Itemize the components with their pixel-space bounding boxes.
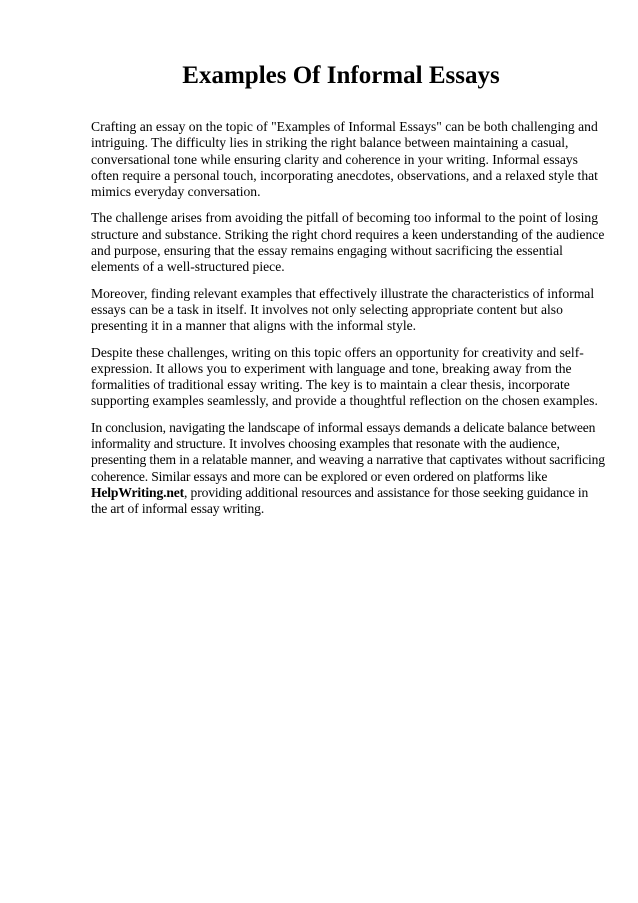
conclusion-text-after-link: , providing additional resources and assistance for those seeking guidance in the art of informal essay writing. [91, 484, 589, 517]
conclusion-text-before-link: In conclusion, navigating the landscape of informal essays demands a delicate balance between informality and structure. It involves choosing examples that resonate with the audience, presenting them in a relatable manner, and weaving a narrative that captivates without sacrificing coherence. Similar essays and more can be explored or even ordered on platforms like [91, 419, 605, 484]
paragraph-conclusion [91, 420, 606, 518]
helpwriting-link[interactable]: HelpWriting.net [91, 484, 185, 500]
paragraph-challenge: The challenge arises from avoiding the pitfall of becoming too informal to the point of losing structure and substance. Striking the right chord requires a keen understanding of the audience and purpose, ensuring that the essay remains engaging without sacrificing the essential elements of a well-structured piece. [91, 210, 605, 275]
paragraph-opportunity: Despite these challenges, writing on this topic offers an opportunity for creativity and self-expression. It allows you to experiment with language and tone, breaking away from the formalities of traditional essay writing. The key is to maintain a clear thesis, incorporate supporting examples seamlessly, and provide a thoughtful reflection on the chosen examples. [91, 344, 598, 409]
paragraph-intro: Crafting an essay on the topic of "Examples of Informal Essays" can be both challenging and intriguing. The difficulty lies in striking the right balance between maintaining a casual, conversational tone while ensuring clarity and coherence in your writing. Informal essays often require a personal touch, incorporating anecdotes, observations, and a relaxed style that mimics everyday conversation. [91, 119, 598, 200]
document-body [91, 119, 606, 528]
paragraph-examples: Moreover, finding relevant examples that effectively illustrate the characteristics of informal essays can be a task in itself. It involves not only selecting appropriate content but also presenting it in a manner that aligns with the informal style. [91, 285, 595, 334]
document-title: Examples Of Informal Essays [182, 62, 500, 89]
